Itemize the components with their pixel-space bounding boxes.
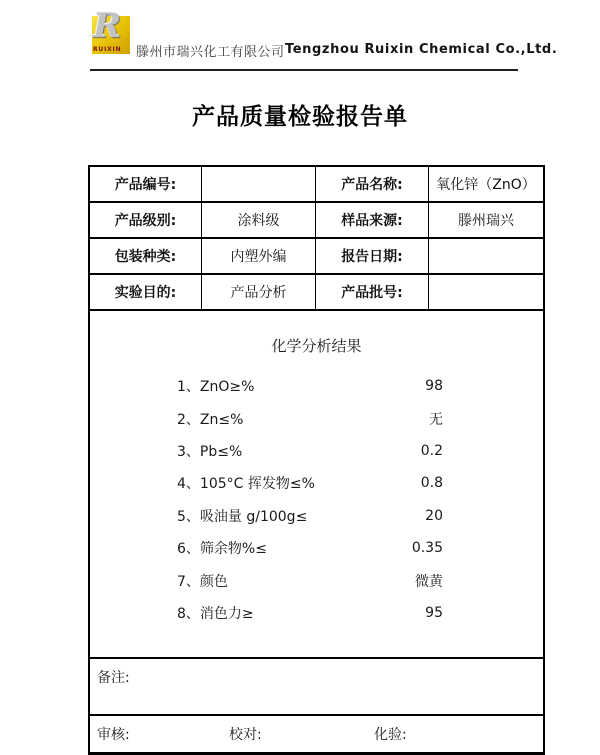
logo-yellow-square (92, 6, 130, 54)
analysis-item (90, 564, 543, 596)
analysis-item-label: 2、Zn≤% (177, 411, 244, 428)
product-name-label: 产品名称: (316, 167, 429, 203)
report-date-value (429, 239, 543, 275)
info-grid (90, 167, 543, 311)
report-title: 产品质量检验报告单 (192, 104, 408, 130)
analysis-item (90, 435, 543, 467)
logo-wordmark: RUIXIN (93, 46, 122, 53)
sample-source-label: 样品来源: (316, 203, 429, 239)
analysis-item-label: 8、消色力≥ (177, 605, 254, 622)
report-date-label: 报告日期: (316, 239, 429, 275)
product-no-value (202, 167, 316, 203)
batch-no-value (429, 275, 543, 311)
analysis-item-label: 1、ZnO≥% (177, 379, 255, 396)
analysis-item (90, 402, 543, 434)
signature-row (90, 716, 543, 752)
analysis-item-value: 98 (425, 378, 443, 395)
sample-source-value: 滕州瑞兴 (429, 203, 543, 239)
package-type-value: 内塑外编 (202, 239, 316, 275)
package-type-label: 包装种类: (90, 239, 202, 275)
analysis-section (90, 335, 543, 659)
analysis-item-label: 4、105°C 挥发物≤% (177, 476, 315, 493)
analysis-item (90, 532, 543, 564)
company-name-en: Tengzhou Ruixin Chemical Co.,Ltd. (285, 42, 558, 57)
analysis-items (90, 370, 543, 629)
test-purpose-label: 实验目的: (90, 275, 202, 311)
analysis-item (90, 467, 543, 499)
analysis-item-label: 5、吸油量 g/100g≤ (177, 508, 308, 525)
analysis-item-value: 0.35 (411, 540, 443, 557)
analysis-item (90, 597, 543, 629)
analysis-item-label: 6、筛余物%≤ (177, 541, 267, 558)
analysis-item (90, 370, 543, 402)
assay-label: 化验: (374, 727, 407, 743)
analysis-item-label: 3、Pb≤% (177, 443, 243, 460)
company-logo (92, 6, 130, 54)
header-divider (90, 69, 518, 71)
remark-row (90, 659, 543, 716)
logo-r-letter: R (93, 6, 122, 46)
remark-label: 备注: (97, 670, 130, 686)
review-label: 审核: (97, 727, 130, 743)
analysis-section-title: 化学分析结果 (271, 337, 362, 355)
analysis-item-value: 0.2 (420, 442, 443, 459)
analysis-item (90, 500, 543, 532)
test-purpose-value: 产品分析 (202, 275, 316, 311)
analysis-item-label: 7、颜色 (177, 573, 228, 590)
analysis-item-value: 20 (425, 507, 443, 524)
analysis-item-value: 无 (429, 411, 443, 428)
proofread-label: 校对: (229, 727, 262, 743)
product-no-label: 产品编号: (90, 167, 202, 203)
analysis-item-value: 95 (425, 604, 443, 621)
product-grade-label: 产品级别: (90, 203, 202, 239)
analysis-item-value: 0.8 (420, 475, 443, 492)
analysis-item-value: 微黄 (415, 573, 443, 590)
company-name-cn: 滕州市瑞兴化工有限公司 (136, 45, 285, 60)
product-grade-value: 涂料级 (202, 203, 316, 239)
product-name-value: 氧化锌（ZnO） (429, 167, 543, 203)
batch-no-label: 产品批号: (316, 275, 429, 311)
report-table (88, 165, 545, 755)
